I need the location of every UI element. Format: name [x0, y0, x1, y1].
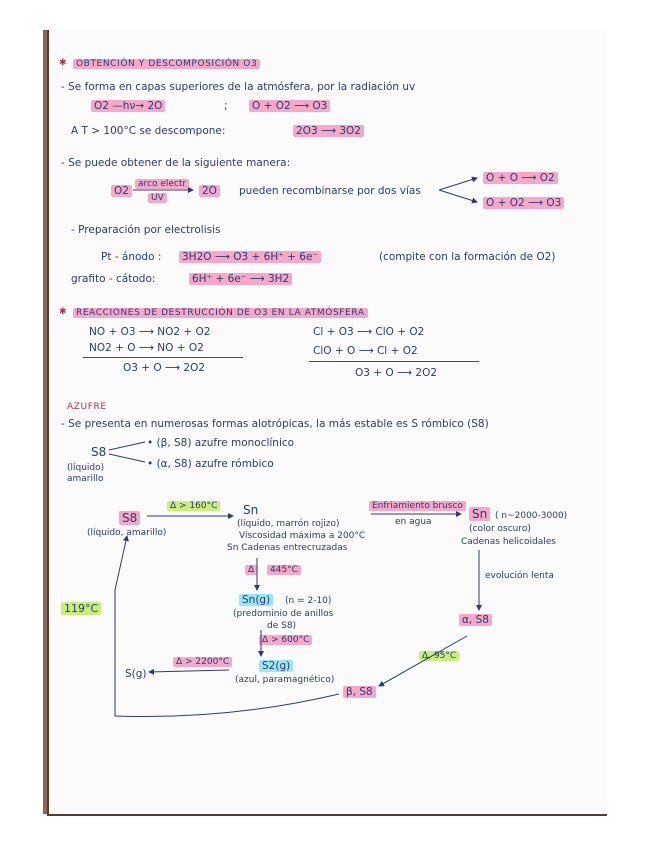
section2-title: REACCIONES DE DESTRUCCIÓN DE O3 EN LA ATMÓSFERA — [73, 307, 368, 320]
s1-line2: A T > 100°C se descompone: — [71, 125, 226, 137]
section1-bullet: ✱ — [59, 58, 68, 68]
cycle-d4: Δ, 95°C — [419, 650, 459, 663]
anode-reaction: 3H2O ⟶ O3 + 6H⁺ + 6e⁻ — [179, 251, 321, 264]
s2-a1: NO + O3 ⟶ NO2 + O2 — [89, 326, 211, 338]
cycle-sng: Sn(g) — [239, 594, 273, 607]
s1-line1: - Se forma en capas superiores de la atmósfera, por la radiación uv — [61, 81, 416, 93]
cycle-sng-1: (predominio de anillos — [233, 609, 334, 619]
s3-alpha: • (α, S8) azufre rómbico — [147, 458, 274, 470]
s1-r1: O2 —hν→ 2O — [91, 100, 165, 113]
cycle-d2: Δ > 600°C — [259, 634, 312, 647]
cycle-bs8: β, S8 — [343, 686, 376, 699]
cycle-a2-bot: en agua — [395, 517, 432, 527]
s1-r3b: 2O — [199, 185, 220, 198]
cycle-sn-1: (líquido, marrón rojizo) — [237, 519, 340, 529]
cycle-sn2-1: (color oscuro) — [469, 524, 531, 534]
s3-liquid: (líquido) — [67, 463, 105, 473]
s2-a2: NO2 + O ⟶ NO + O2 — [89, 342, 204, 354]
anode-note: (compite con la formación de O2) — [379, 251, 556, 263]
s1-r3-bot: UV — [148, 192, 167, 205]
s3-amarillo: amarillo — [67, 474, 104, 484]
diagram-lines — [49, 30, 607, 814]
section3-title: AZUFRE — [67, 402, 107, 412]
cycle-sn-3: Sn Cadenas entrecruzadas — [227, 543, 348, 553]
cycle-s2g-1: (azul, paramagnético) — [235, 675, 335, 685]
s1-r1b: O + O2 ⟶ O3 — [249, 100, 330, 113]
cathode-reaction: 6H⁺ + 6e⁻ ⟶ 3H2 — [189, 273, 292, 286]
cycle-sn: Sn — [243, 503, 259, 517]
cycle-s8: S8 — [119, 512, 140, 525]
s1-r3-top: arco electr — [135, 178, 189, 191]
cycle-d1: Δ — [245, 564, 257, 577]
anode-label: Pt - ánodo : — [101, 251, 162, 263]
cycle-a1: Δ > 160°C — [167, 500, 220, 513]
s1-line3: - Se puede obtener de la siguiente manera: — [61, 157, 291, 169]
cycle-s8-sub: (líquido, amarillo) — [87, 528, 167, 538]
cycle-as8: α, S8 — [459, 614, 492, 627]
s2-b3: O3 + O ⟶ 2O2 — [355, 367, 438, 379]
s2-b1: Cl + O3 ⟶ ClO + O2 — [313, 326, 425, 338]
s1-r2: 2O3 ⟶ 3O2 — [293, 125, 364, 138]
s1-r3a: O2 — [111, 185, 132, 198]
cycle-s2g: S2(g) — [259, 660, 293, 673]
s2-a3: O3 + O ⟶ 2O2 — [123, 362, 206, 374]
cycle-sn2: Sn — [469, 508, 490, 521]
cycle-sg: S(g) — [125, 668, 147, 680]
cycle-sng-n: (n = 2-10) — [285, 596, 332, 606]
s3-beta: • (β, S8) azufre monoclínico — [147, 437, 295, 449]
cycle-sn2-2: Cadenas helicoidales — [461, 537, 556, 547]
s1-line4: - Preparación por electrolisis — [71, 224, 221, 236]
s1-line3b: pueden recombinarse por dos vías — [239, 185, 421, 197]
s3-line1: - Se presenta en numerosas formas alotrópicas, la más estable es S rómbico (S8) — [61, 418, 489, 430]
cathode-label: grafito - cátodo: — [71, 273, 156, 285]
notebook-page — [47, 30, 607, 814]
cycle-sn-2: Viscosidad máxima a 200°C — [239, 531, 366, 541]
s1-r1-sep: ; — [224, 100, 228, 112]
section1-title: OBTENCIÓN Y DESCOMPOSICIÓN O3 — [73, 58, 260, 71]
cycle-sng-2: de S8) — [267, 621, 297, 631]
s3-s8: S8 — [91, 445, 107, 459]
cycle-t119: 119°C — [61, 602, 101, 615]
s1-v1: O + O ⟶ O2 — [483, 172, 558, 185]
s2-b2: ClO + O ⟶ Cl + O2 — [313, 345, 418, 357]
cycle-a2-top: Enfriamiento brusco — [369, 500, 466, 513]
s1-v2: O + O2 ⟶ O3 — [483, 197, 564, 210]
cycle-sn2-n: ( n~2000-3000) — [495, 511, 568, 521]
cycle-d1t: 445°C — [267, 564, 301, 577]
section2-bullet: ✱ — [59, 307, 68, 317]
cycle-d3: Δ > 2200°C — [173, 656, 232, 669]
cycle-evo: evolución lenta — [485, 571, 554, 581]
